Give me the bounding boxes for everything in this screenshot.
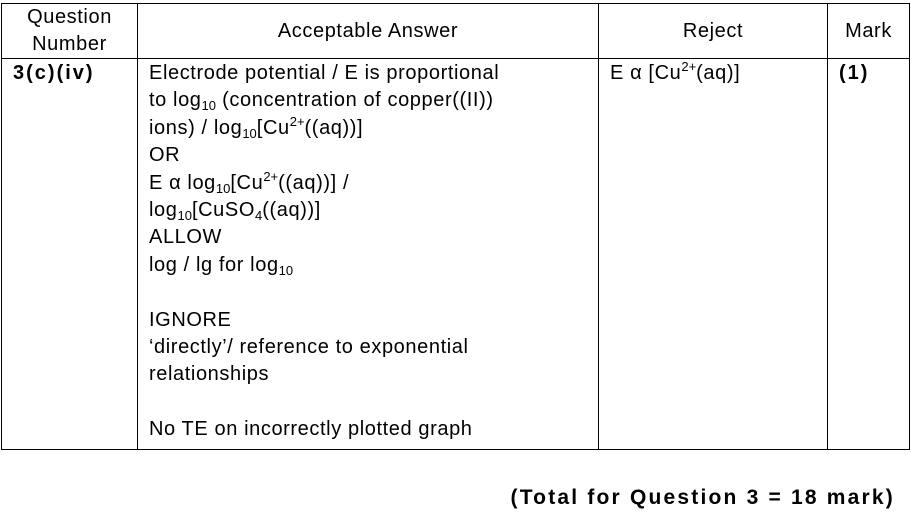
- answer-line-4: [149, 142, 592, 169]
- acceptable-answer-cell: [138, 59, 599, 450]
- answer-line-1: [149, 60, 592, 87]
- answer-line-10: [149, 334, 592, 361]
- answer-text: log / lg for log: [149, 253, 279, 276]
- answer-text: E α log: [149, 171, 216, 194]
- table-header-row: [2, 4, 910, 59]
- answer-blank-line: [149, 279, 592, 306]
- header-question-number-line1: Question: [27, 6, 112, 28]
- answer-line-9: [149, 307, 592, 334]
- answer-text: Electrode potential / E is proportional: [149, 62, 500, 84]
- answer-text: [Cu: [256, 116, 290, 139]
- answer-text: log: [149, 199, 178, 222]
- answer-line-6: [149, 197, 592, 224]
- subscript: 10: [215, 180, 231, 196]
- superscript: 2+: [263, 168, 279, 184]
- header-reject: Reject: [599, 4, 828, 59]
- answer-text: OR: [149, 144, 181, 167]
- answer-text: ((aq))]: [262, 199, 321, 222]
- reject-text: E α [Cu: [610, 62, 682, 84]
- answer-line-7: [149, 224, 592, 251]
- answer-text: No TE on incorrectly plotted graph: [149, 418, 473, 441]
- reject-text: (aq)]: [696, 62, 741, 84]
- answer-line-8: [149, 252, 592, 279]
- header-mark: Mark: [828, 4, 910, 59]
- table-row: [2, 59, 910, 450]
- answer-text: ‘directly’/ reference to exponential: [149, 336, 469, 359]
- answer-blank-line: [149, 389, 592, 416]
- superscript: 2+: [681, 59, 697, 74]
- answer-line-2: [149, 87, 592, 114]
- subscript: 4: [255, 208, 263, 224]
- answer-text: [Cu: [230, 171, 264, 194]
- superscript: 2+: [289, 113, 305, 129]
- header-question-number-line2: Number: [32, 33, 107, 55]
- subscript: 10: [278, 262, 294, 278]
- answer-line-5: [149, 170, 592, 197]
- reject-line: [610, 60, 821, 87]
- header-question-number: [2, 4, 138, 59]
- header-acceptable-answer: Acceptable Answer: [138, 4, 599, 59]
- answer-text: ALLOW: [149, 226, 223, 249]
- answer-line-12: [149, 416, 592, 443]
- subscript: 10: [242, 125, 257, 141]
- answer-text: ((aq))]: [304, 116, 364, 139]
- answer-text: [CuSO: [191, 199, 255, 222]
- answer-line-3: [149, 115, 592, 142]
- answer-text: (concentration of copper((II)): [216, 89, 494, 112]
- mark-cell: [828, 59, 910, 450]
- question-number: 3(c)(iv): [13, 62, 95, 84]
- answer-text: relationships: [149, 363, 270, 386]
- mark-value: (1): [839, 62, 870, 84]
- answer-text: ions) / log: [149, 116, 243, 139]
- question-number-cell: [2, 59, 138, 450]
- reject-cell: [599, 59, 828, 450]
- question-total: (Total for Question 3 = 18 mark): [510, 486, 895, 509]
- answer-text: to log: [149, 89, 202, 112]
- subscript: 10: [177, 208, 192, 224]
- mark-scheme-table: [1, 3, 910, 450]
- answer-line-11: [149, 361, 592, 388]
- subscript: 10: [201, 98, 216, 114]
- answer-text: ((aq))] /: [278, 171, 350, 194]
- answer-text: IGNORE: [149, 308, 232, 331]
